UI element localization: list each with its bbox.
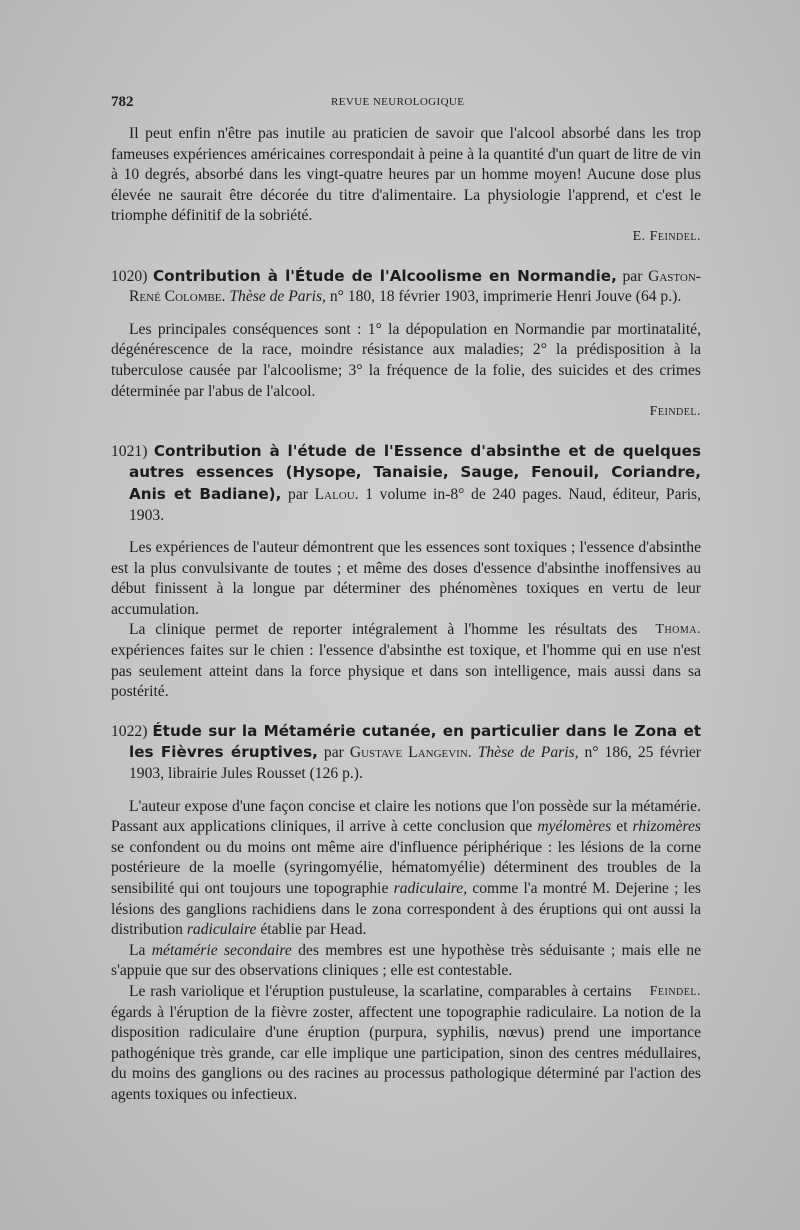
entry-1022 [111,721,701,1106]
entry-paragraph-text: Le rash variolique et l'éruption pustuleuse, la scarlatine, comparables à certains égards à l'éruption de la fièvre zoster, affectent une topographie radiculaire. La notion de la disposition radiculaire d'une éruption (purpura, syphilis, nœvus) prend une importance pathogénique très grande, car elle implique une participation, sinon des centres médullaires, du moins des ganglions ou des racines au processus pathologique déterminé par l'action des agents toxiques ou infectieux. [111,982,701,1103]
entry-1020 [111,266,701,423]
running-head: REVUE NEUROLOGIQUE [331,96,465,108]
entry-title: Contribution à l'Étude de l'Alcoolisme en Normandie, [153,266,617,285]
page-header [111,94,701,116]
entry-paragraph [111,620,701,702]
entry-1021 [111,441,701,703]
entry-signature: Feindel. [649,983,701,999]
entry-author: Gaston-René Colombe. [129,267,701,306]
entry-paragraph [111,797,701,941]
entry-paragraph: Les principales conséquences sont : 1° la dépopulation en Normandie par mortinatalité, dégénérescence de la race, moindre résistance aux maladies; 2° la prédisposition à la tuberculose causée par l'alcoolisme; 3° la fréquence de la folie, des suicides et des crimes déterminée par l'abus de l'alcool. [111,320,701,400]
italic-term: métamérie secondaire [151,941,292,959]
entry-author: Lalou. [314,485,359,503]
intro-text: Il peut enfin n'être pas inutile au praticien de savoir que l'alcool absorbé dans les trop fameuses expériences américaines correspondait à peine à la quantité d'un quart de litre de vin à 10 degrés, absorbé dans les vingt-quatre heures par un homme moyen! Aucune dose plus élevée ne saurait être décorée du titre d'alimentaire. La physiologie l'apprend, et c'est le triomphe définitif de la sobriété. [111,125,701,225]
text-run: et [611,818,633,836]
text-run: comme l'a montré M. Dejerine ; les lésions des ganglions rachidiens dans le zona correspondent à des éruptions qui ont aussi la distribution [111,880,701,939]
entry-paragraph: Les expériences de l'auteur démontrent que les essences sont toxiques ; l'essence d'absinthe est la plus convulsivante de toutes ; et même des doses d'essence d'absinthe inoffensives au début finissent à la longue par déterminer des phénomènes toxiques en vertu de leur accumulation. [111,539,701,618]
page-number: 782 [111,94,134,110]
entry-thesis: Thèse de Paris, [477,744,579,762]
entry-number: 1022) [111,722,148,740]
entry-details: n° 186, 25 février 1903, librairie Jules Rousset (126 p.). [129,744,701,783]
text-run: établie par Head. [256,921,367,939]
italic-term: rhizomères [632,818,701,836]
italic-term: myélomères [537,818,612,836]
text-run: La [129,941,146,959]
italic-term: radiculaire, [393,880,468,897]
entry-paragraph [111,982,701,1106]
entry-heading [111,266,701,308]
entry-title: Contribution à l'étude de l'Essence d'absinthe et de quelques autres essences (Hysope, Tanaisie, Sauge, Fenouil, Coriandre, Anis et Badiane), [129,441,701,503]
entry-by: par [622,267,643,285]
entry-title: Étude sur la Métamérie cutanée, en particulier dans le Zona et les Fièvres éruptives, [129,721,702,762]
entry-paragraph [111,941,701,982]
entry-paragraph-text: La clinique permet de reporter intégralement à l'homme les résultats des expériences faites sur le chien : l'essence d'absinthe est toxique, et l'homme qui en use n'est pas seulement atteint dans la force physique et dans son intelligence, mais aussi dans sa postérité. [111,621,701,701]
page-content [111,124,701,1106]
text-run: des membres est une hypothèse très séduisante ; mais elle ne s'appuie que sur des observations cliniques ; elle est contestable. [111,941,701,980]
entry-details: 1 volume in-8° de 240 pages. Naud, éditeur, Paris, 1903. [129,485,702,524]
entry-signature: Thoma. [655,622,701,638]
entry-signature: Feindel. [649,404,701,420]
entry-heading [111,721,701,785]
intro-signature: E. Feindel. [632,228,701,244]
entry-by: par [323,744,344,762]
entry-heading [111,441,701,526]
italic-term: radiculaire [186,921,257,939]
entry-number: 1020) [111,267,148,285]
entry-body [111,538,701,703]
entry-details: n° 180, 18 février 1903, imprimerie Henri Jouve (64 p.). [329,288,682,306]
intro-paragraph [111,124,701,227]
entry-body [111,320,701,423]
entry-body [111,797,701,1106]
entry-by: par [288,485,308,503]
text-run: se confondent ou du moins ont même aire d'influence périphérique : les lésions de la corne postérieure de la moelle (syringomyélie, hématomyélie) déterminent des troubles de la sensibilité qui ont toujours une topographie [111,838,701,897]
entry-thesis: Thèse de Paris, [229,288,326,306]
entry-number: 1021) [111,442,148,460]
text-run: L'auteur expose d'une façon concise et claire les notions que l'on possède sur la métamérie. Passant aux applications cliniques, il arrive à cette conclusion que [111,797,701,836]
entry-author: Gustave Langevin. [349,744,472,762]
